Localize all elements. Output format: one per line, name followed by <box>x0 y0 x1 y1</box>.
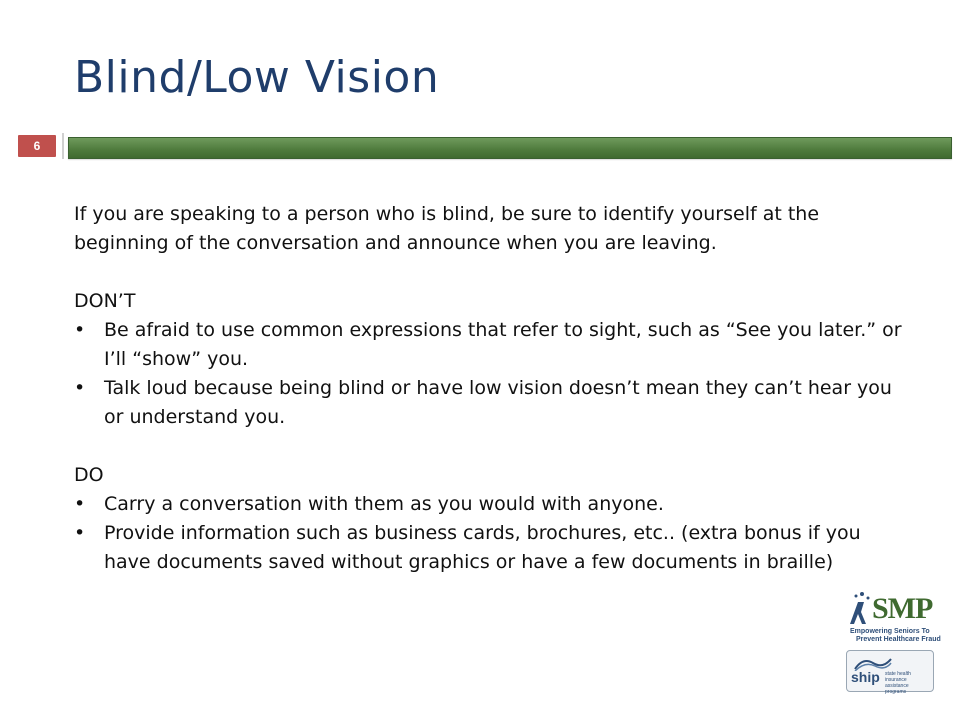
bullet-icon: • <box>74 522 86 544</box>
list-item <box>74 519 904 577</box>
smp-tagline-1: Empowering Seniors To <box>850 628 930 635</box>
dont-item-1: Be afraid to use common expressions that refer to sight, such as “See you later.” or I’ll “show” you. <box>104 319 902 370</box>
do-item-1: Carry a conversation with them as you would with anyone. <box>104 493 664 515</box>
slide-title: Blind/Low Vision <box>74 52 440 103</box>
ship-tagline: state health insurance assistance programs <box>885 671 911 695</box>
bullet-icon: • <box>74 319 86 341</box>
smp-tagline-2: Prevent Healthcare Fraud <box>856 636 941 643</box>
header-accent-bar <box>68 137 952 159</box>
bullet-icon: • <box>74 377 86 399</box>
slide-body <box>74 200 904 577</box>
list-item <box>74 374 904 432</box>
smp-figure-icon <box>844 590 874 626</box>
smp-logo <box>842 590 944 648</box>
intro-paragraph: If you are speaking to a person who is blind, be sure to identify yourself at the beginning of the conversation and announce when you are leaving. <box>74 203 820 254</box>
header-divider <box>62 133 64 159</box>
ship-wordmark: ship <box>851 669 880 685</box>
dont-item-2: Talk loud because being blind or have low vision doesn’t mean they can’t hear you or understand you. <box>104 377 892 428</box>
smp-wordmark: SMP <box>872 592 933 625</box>
bullet-icon: • <box>74 493 86 515</box>
do-heading: DO <box>74 464 104 486</box>
do-item-2: Provide information such as business cards, brochures, etc.. (extra bonus if you have documents saved without graphics or have a few documents in braille) <box>104 522 861 573</box>
slide-number-badge: 6 <box>18 135 56 157</box>
dont-heading: DON’T <box>74 290 136 312</box>
list-item <box>74 490 904 519</box>
list-item <box>74 316 904 374</box>
ship-logo <box>846 650 934 695</box>
